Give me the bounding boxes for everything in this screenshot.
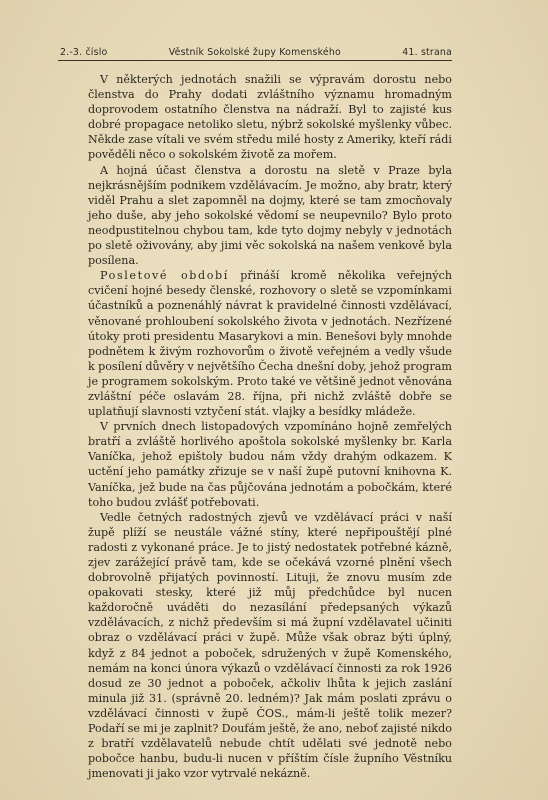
paragraph: A hojná účast členstva a dorostu na sletě v Praze byla nejkrásnějším podnikem vzdělávacím. Je možno, aby bratr, který viděl Prahu a slet zapomněl na dojmy, které se tam zmocňovaly jeho duše, aby jeho sokolské vědomí se neupevnilo? Bylo proto neodpustitelnou chybou tam, kde tyto dojmy nebyly v jednotách po sletě oživovány, aby jimi věc sokolská na našem venkově byla posílena. xyxy=(88,163,452,268)
paragraph-lead: Posletové období xyxy=(100,269,229,283)
page-header xyxy=(60,40,452,58)
issue-number: 2.-3. číslo xyxy=(60,47,108,58)
header-rule xyxy=(58,60,452,61)
paragraph: Vedle četných radostných zjevů ve vzdělávací práci v naší župě plíží se neustále vážné stíny, které nepřipouštějí plné radosti z vykonané práce. Je to jistý nedostatek potřebné kázně, zjev zarážející právě tam, kde se očekává vzorné plnění všech dobrovolně přijatých povinností. Lituji, že znovu musím zde opakovati stesky, které již můj předchůdce byl nucen každoročně uváděti do nezasílání předepsaných výkazů vzdělávacích, z nichž především si má župní vzdělavatel učiniti obraz o vzdělávací práci v župě. Může však obraz býti úplný, když z 84 jednot a poboček, sdružených v župě Komenského, nemám na konci února výkazů o vzdělávací činnosti za rok 1926 dosud ze 30 jednot a poboček, ačkoliv lhůta k jejich zaslání minula již 31. (správně 20. ledném)? Jak mám poslati zprávu o vzdělávací činnosti v župě ČOS., mám-li ještě tolik mezer? Podaří se mi je zaplnit? Doufám ještě, že ano, neboť zajisté nikdo z bratří vzdělavatelů nebude chtít udělati své jednotě nebo pobočce hanbu, budu-li nucen v příštím čísle župního Věstníku jmenovati ji jako vzor vytrvalé nekázně. xyxy=(88,510,452,781)
paragraph xyxy=(88,268,452,419)
paragraph-text: přináší kromě několika veřejných cvičení hojné besedy členské, rozhovory o sletě se vzpomínkami účastníků a poznenáhlý návrat k pravidelné činnosti vzdělávací, věnované prohloubení sokolského života v jednotách. Nezřízené útoky proti presidentu Masarykovi a min. Benešovi byly mnohde podnětem k živým rozhovorům o životě veřejném a vedly všude k posílení důvěry v největšího Čecha dnešní doby, jehož program je programem sokolským. Proto také ve většině jednot věnována zvláštní péče oslavám 28. října, při nichž zvláště dobře se uplatňují slavnosti vztyčení stát. vlajky a besídky mládeže. xyxy=(88,269,452,419)
paragraph: V některých jednotách snažili se výpravám dorostu nebo členstva do Prahy dodati zvláštního významu hromadným doprovodem ostatního členstva na nádraží. Byl to zajisté kus dobré propagace netoliko sletu, nýbrž sokolské myšlenky vůbec. Někde zase vítali ve svém středu milé hosty z Ameriky, kteří rádi pověděli něco o sokolském životě za mořem. xyxy=(88,73,452,162)
page-number: 41. strana xyxy=(402,47,452,58)
paragraph: V prvních dnech listopadových vzpomínáno hojně zemřelých bratří a zvláště horlivého apoštola sokolské myšlenky br. Karla Vaníčka, jehož epištoly budou nám vždy drahým odkazem. K uctění jeho památky zřizuje se v naší župě putovní knihovna K. Vaníčka, jež bude na čas půjčována jednotám a pobočkám, které toho budou zvlášť potřebovati. xyxy=(88,420,452,509)
journal-title: Věstník Sokolské župy Komenského xyxy=(168,47,341,58)
article-body xyxy=(88,72,452,781)
